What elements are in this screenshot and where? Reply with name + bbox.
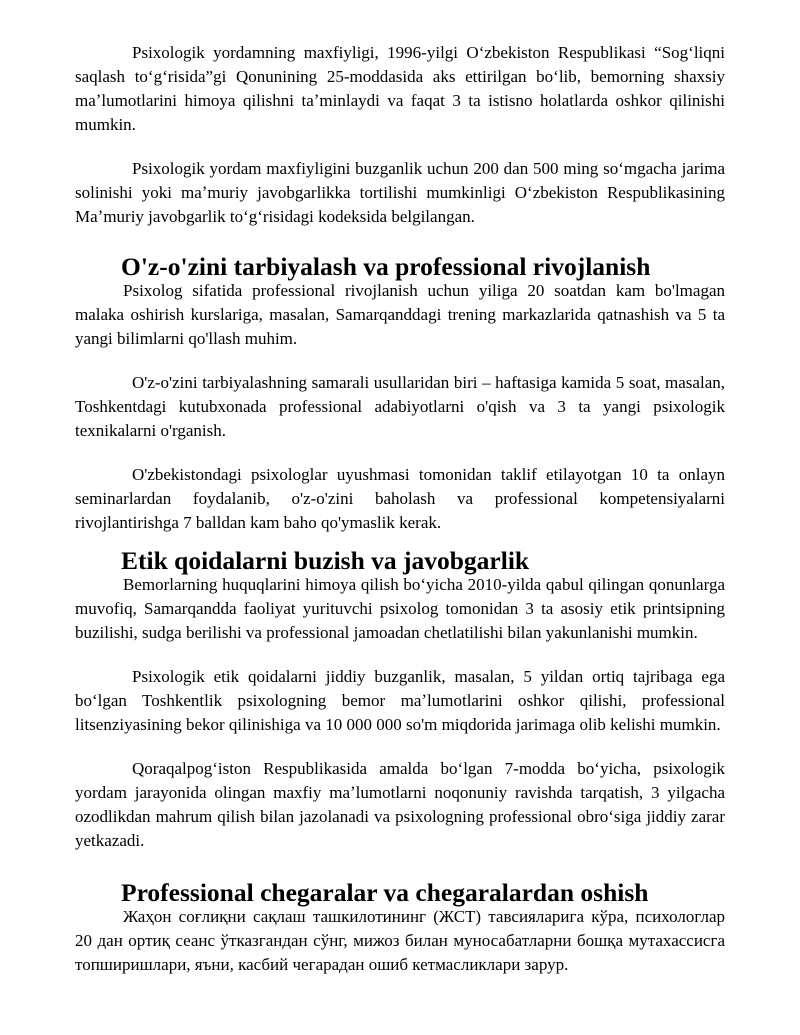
section-heading: Etik qoidalarni buzish va javobgarlik bbox=[121, 546, 530, 575]
paragraph: O'zbekistondagi psixologlar uyushmasi tomonidan taklif etilayotgan 10 ta onlayn seminarlardan foydalanib, o'z-o'zini baholash va professional kompetensiyalarni rivojlantirishga 7 balldan kam baho qo'ymaslik kerak. bbox=[75, 465, 725, 532]
section-ethics-violation bbox=[75, 546, 725, 853]
paragraph: Psixolog sifatida professional rivojlanish uchun yiliga 20 soatdan kam bo'lmagan malaka oshirish kurslariga, masalan, Samarqanddagi trening markazlarida qatnashish va 5 ta yangi bilimlarni qo'llash muhim. bbox=[75, 281, 725, 348]
section-self-development bbox=[75, 252, 725, 535]
paragraph: Bemorlarning huquqlarini himoya qilish boʻyicha 2010-yilda qabul qilingan qonunlarga muvofiq, Samarqandda faoliyat yurituvchi psixolog tomonidan 3 ta asosiy etik printsipning buzilishi, sudga berilishi va professional jamoadan chetlatilishi bilan yakunlanishi mumkin. bbox=[75, 575, 725, 642]
paragraph-confidentiality-law: Psixologik yordamning maxfiyligi, 1996-yilgi Oʻzbekiston Respublikasi “Sogʻliqni saqlash toʻgʻrisida”gi Qonunining 25-moddasida aks ettirilgan boʻlib, bemorning shaxsiy maʼlumotlarini himoya qilishni taʼminlaydi va faqat 3 ta istisno holatlarda oshkor qilinishi mumkin. bbox=[75, 43, 725, 134]
paragraph: Qoraqalpogʻiston Respublikasida amalda boʻlgan 7-modda boʻyicha, psixologik yordam jarayonida olingan maxfiy maʼlumotlarni noqonuniy ravishda tarqatish, 3 yilgacha ozodlikdan mahrum qilish bilan jazolanadi va psixologning professional obroʻsiga jiddiy zarar yetkazadi. bbox=[75, 759, 725, 850]
section-professional-boundaries bbox=[75, 878, 725, 977]
paragraph: Psixologik etik qoidalarni jiddiy buzganlik, masalan, 5 yildan ortiq tajribaga ega boʻlgan Toshkentlik psixologning bemor maʼlumotlarini oshkor qilishi, professional litsenziyasining bekor qilinishiga va 10 000 000 so'm miqdorida jarimaga olib kelishi mumkin. bbox=[75, 667, 725, 734]
paragraph: O'z-o'zini tarbiyalashning samarali usullaridan biri – haftasiga kamida 5 soat, masalan, Toshkentdagi kutubxonada professional adabiyotlarni o'qish va 3 ta yangi psixologik texnikalarni o'rganish. bbox=[75, 373, 725, 440]
paragraph-confidentiality-fine: Psixologik yordam maxfiyligini buzganlik uchun 200 dan 500 ming soʻmgacha jarima solinishi yoki maʼmuriy javobgarlikka tortilishi mumkinligi Oʻzbekiston Respublikasining Maʼmuriy javobgarlik toʻgʻrisidagi kodeksida belgilangan. bbox=[75, 159, 725, 226]
section-heading: O'z-o'zini tarbiyalash va professional rivojlanish bbox=[121, 252, 651, 281]
paragraph: Жаҳон соғлиқни сақлаш ташкилотининг (ЖСТ) тавсияларига кўра, психологлар 20 дан ортиқ сеанс ўтказгандан сўнг, мижоз билан муносабатларни бошқа мутахассисга топширишлари, яъни, касбий чегарадан ошиб кетмасликлари зарур. bbox=[75, 907, 725, 974]
section-heading: Professional chegaralar va chegaralardan oshish bbox=[121, 878, 649, 907]
